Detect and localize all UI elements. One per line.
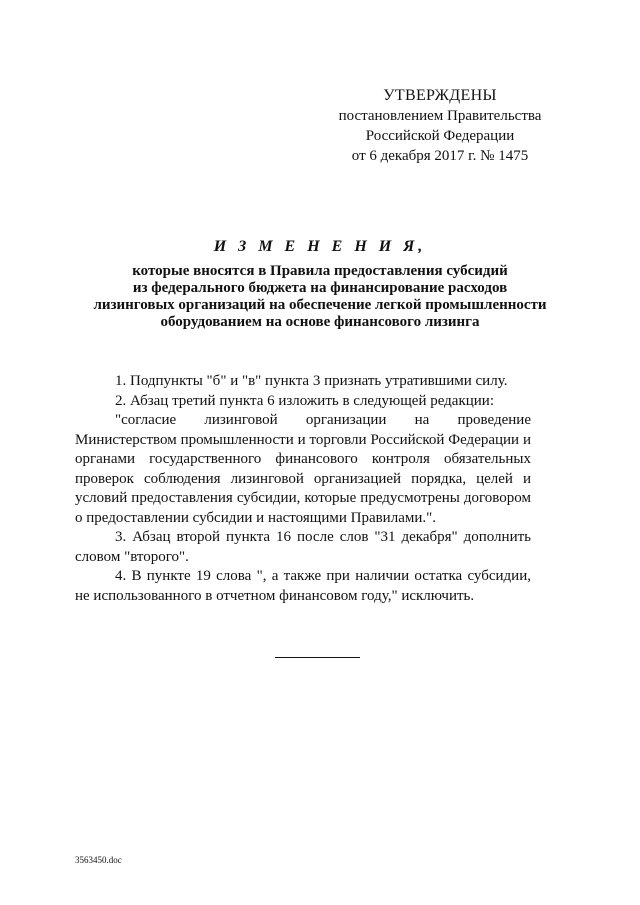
subtitle-line-3: лизинговых организаций на обеспечение легкой промышленности — [93, 297, 547, 313]
paragraph-1: 1. Подпункты "б" и "в" пункта 3 признать утратившими силу. — [115, 373, 508, 389]
approval-line-3: от 6 декабря 2017 г. № 1475 — [351, 148, 529, 164]
subtitle-line-2: из федерального бюджета на финансирование расходов — [132, 280, 508, 296]
document-title: И З М Е Н Е Н И Я, — [213, 238, 427, 255]
paragraph-3: 3. Абзац второй пункта 16 после слов "31 декабря" дополнить словом "второго". — [75, 529, 531, 565]
file-code: 3563450.doc — [75, 855, 122, 865]
approval-line-1: постановлением Правительства — [338, 108, 542, 124]
approval-block — [330, 86, 550, 166]
document-subtitle — [60, 263, 580, 331]
document-body — [75, 372, 531, 606]
approval-title: УТВЕРЖДЕНЫ — [383, 87, 497, 104]
closing-separator-line — [275, 657, 360, 658]
document-heading — [60, 237, 580, 331]
paragraph-4: 4. В пункте 19 слова ", а также при наличии остатка субсидии, не использованного в отчетном финансовом году," исключить. — [75, 568, 531, 604]
paragraph-quote: "согласие лизинговой организации на проведение Министерством промышленности и торговли Российской Федерации и органами государственного финансового контроля обязательных проверок соблюдения лизинговой организацией порядка, целей и условий предоставления субсидии, которые предусмотрены договором о предоставлении субсидии и настоящими Правилами.". — [75, 412, 531, 526]
subtitle-line-1: которые вносятся в Правила предоставления субсидий — [132, 263, 508, 279]
paragraph-2: 2. Абзац третий пункта 6 изложить в следующей редакции: — [115, 392, 495, 409]
approval-line-2: Российской Федерации — [365, 128, 515, 144]
subtitle-line-4: оборудованием на основе финансового лизинга — [160, 314, 480, 330]
